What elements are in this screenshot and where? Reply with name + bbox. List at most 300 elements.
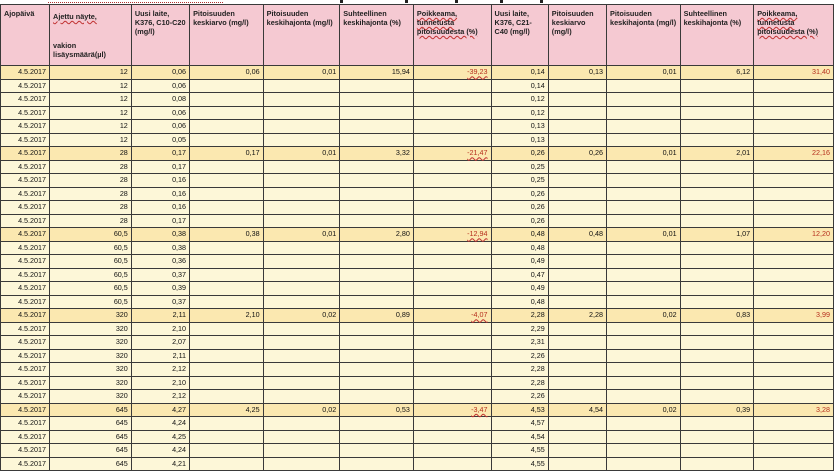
cell-sd-1[interactable]: 0,01	[263, 147, 340, 161]
cell-sample[interactable]: 645	[50, 430, 132, 444]
cell-deviation-1[interactable]	[413, 376, 491, 390]
cell-sample[interactable]: 28	[50, 147, 132, 161]
cell-date[interactable]: 4.5.2017	[1, 282, 50, 296]
cell-deviation-2[interactable]	[754, 93, 834, 107]
cell-date[interactable]: 4.5.2017	[1, 187, 50, 201]
cell-deviation-1[interactable]: -3,47	[413, 403, 491, 417]
cell-date[interactable]: 4.5.2017	[1, 295, 50, 309]
cell-rsd-1[interactable]	[340, 457, 414, 471]
cell-sd-2[interactable]	[607, 376, 681, 390]
cell-c21-c40[interactable]: 4,53	[491, 403, 548, 417]
cell-sd-1[interactable]: 0,02	[263, 403, 340, 417]
cell-date[interactable]: 4.5.2017	[1, 228, 50, 242]
cell-date[interactable]: 4.5.2017	[1, 255, 50, 269]
cell-date[interactable]: 4.5.2017	[1, 106, 50, 120]
cell-mean-1[interactable]	[190, 376, 264, 390]
cell-deviation-2[interactable]	[754, 363, 834, 377]
cell-mean-1[interactable]: 0,38	[190, 228, 264, 242]
cell-sd-1[interactable]	[263, 417, 340, 431]
cell-rsd-2[interactable]	[680, 363, 754, 377]
cell-date[interactable]: 4.5.2017	[1, 147, 50, 161]
cell-deviation-2[interactable]	[754, 417, 834, 431]
cell-sample[interactable]: 60,5	[50, 295, 132, 309]
cell-mean-2[interactable]	[548, 268, 606, 282]
cell-mean-1[interactable]	[190, 457, 264, 471]
cell-c10-c20[interactable]: 0,17	[131, 160, 189, 174]
cell-c21-c40[interactable]: 4,54	[491, 430, 548, 444]
cell-date[interactable]: 4.5.2017	[1, 376, 50, 390]
cell-sd-1[interactable]: 0,02	[263, 309, 340, 323]
cell-rsd-1[interactable]: 0,89	[340, 309, 414, 323]
cell-mean-1[interactable]: 0,17	[190, 147, 264, 161]
cell-mean-2[interactable]	[548, 241, 606, 255]
cell-sample[interactable]: 28	[50, 174, 132, 188]
cell-rsd-1[interactable]	[340, 363, 414, 377]
cell-c10-c20[interactable]: 4,25	[131, 430, 189, 444]
cell-c10-c20[interactable]: 2,10	[131, 376, 189, 390]
cell-c21-c40[interactable]: 2,29	[491, 322, 548, 336]
cell-rsd-1[interactable]	[340, 133, 414, 147]
cell-mean-2[interactable]	[548, 336, 606, 350]
cell-sample[interactable]: 645	[50, 457, 132, 471]
cell-deviation-2[interactable]	[754, 457, 834, 471]
cell-c10-c20[interactable]: 0,16	[131, 174, 189, 188]
cell-sample[interactable]: 320	[50, 322, 132, 336]
cell-rsd-1[interactable]	[340, 79, 414, 93]
cell-mean-2[interactable]	[548, 457, 606, 471]
cell-sd-1[interactable]	[263, 174, 340, 188]
cell-rsd-1[interactable]: 3,32	[340, 147, 414, 161]
cell-rsd-1[interactable]	[340, 214, 414, 228]
cell-date[interactable]: 4.5.2017	[1, 390, 50, 404]
cell-sample[interactable]: 28	[50, 160, 132, 174]
cell-date[interactable]: 4.5.2017	[1, 133, 50, 147]
cell-c10-c20[interactable]: 0,06	[131, 79, 189, 93]
cell-sample[interactable]: 12	[50, 120, 132, 134]
cell-c10-c20[interactable]: 0,16	[131, 187, 189, 201]
cell-mean-1[interactable]	[190, 349, 264, 363]
cell-deviation-1[interactable]	[413, 160, 491, 174]
cell-deviation-2[interactable]	[754, 174, 834, 188]
cell-c21-c40[interactable]: 0,12	[491, 93, 548, 107]
cell-date[interactable]: 4.5.2017	[1, 336, 50, 350]
cell-sd-2[interactable]	[607, 417, 681, 431]
cell-deviation-1[interactable]	[413, 322, 491, 336]
cell-rsd-2[interactable]	[680, 133, 754, 147]
cell-rsd-1[interactable]	[340, 282, 414, 296]
cell-c21-c40[interactable]: 0,26	[491, 147, 548, 161]
cell-mean-2[interactable]	[548, 295, 606, 309]
cell-rsd-2[interactable]	[680, 160, 754, 174]
cell-sample[interactable]: 60,5	[50, 228, 132, 242]
cell-c10-c20[interactable]: 2,12	[131, 390, 189, 404]
cell-mean-1[interactable]	[190, 120, 264, 134]
cell-mean-1[interactable]	[190, 268, 264, 282]
cell-deviation-1[interactable]: -12,94	[413, 228, 491, 242]
cell-c10-c20[interactable]: 0,06	[131, 106, 189, 120]
cell-c10-c20[interactable]: 0,08	[131, 93, 189, 107]
cell-deviation-2[interactable]: 31,40	[754, 66, 834, 80]
cell-c10-c20[interactable]: 0,37	[131, 268, 189, 282]
cell-sd-1[interactable]	[263, 201, 340, 215]
cell-mean-1[interactable]	[190, 417, 264, 431]
cell-deviation-2[interactable]	[754, 214, 834, 228]
cell-deviation-1[interactable]	[413, 106, 491, 120]
cell-sd-1[interactable]	[263, 322, 340, 336]
cell-date[interactable]: 4.5.2017	[1, 201, 50, 215]
cell-sd-1[interactable]	[263, 430, 340, 444]
cell-rsd-1[interactable]	[340, 187, 414, 201]
cell-deviation-2[interactable]	[754, 349, 834, 363]
cell-rsd-2[interactable]: 2,01	[680, 147, 754, 161]
cell-deviation-2[interactable]	[754, 241, 834, 255]
cell-deviation-1[interactable]	[413, 363, 491, 377]
cell-sd-2[interactable]	[607, 336, 681, 350]
cell-sd-1[interactable]	[263, 390, 340, 404]
cell-c21-c40[interactable]: 2,31	[491, 336, 548, 350]
cell-mean-2[interactable]	[548, 174, 606, 188]
cell-sd-1[interactable]	[263, 133, 340, 147]
cell-c10-c20[interactable]: 0,17	[131, 147, 189, 161]
cell-mean-2[interactable]	[548, 390, 606, 404]
cell-c10-c20[interactable]: 0,39	[131, 282, 189, 296]
cell-sd-1[interactable]	[263, 120, 340, 134]
cell-mean-2[interactable]: 0,26	[548, 147, 606, 161]
cell-deviation-1[interactable]: -4,07	[413, 309, 491, 323]
cell-deviation-1[interactable]	[413, 187, 491, 201]
cell-deviation-2[interactable]	[754, 295, 834, 309]
cell-sd-2[interactable]	[607, 363, 681, 377]
cell-date[interactable]: 4.5.2017	[1, 174, 50, 188]
cell-rsd-2[interactable]	[680, 187, 754, 201]
cell-date[interactable]: 4.5.2017	[1, 349, 50, 363]
cell-deviation-2[interactable]	[754, 376, 834, 390]
header-sd-2[interactable]: Pitoisuuden keskihajonta (mg/l)	[607, 5, 681, 66]
cell-sd-1[interactable]	[263, 79, 340, 93]
cell-c21-c40[interactable]: 2,28	[491, 376, 548, 390]
cell-c21-c40[interactable]: 4,55	[491, 444, 548, 458]
cell-mean-1[interactable]	[190, 390, 264, 404]
cell-mean-1[interactable]	[190, 214, 264, 228]
cell-sd-2[interactable]	[607, 120, 681, 134]
cell-mean-1[interactable]	[190, 295, 264, 309]
cell-deviation-1[interactable]	[413, 336, 491, 350]
cell-deviation-1[interactable]	[413, 268, 491, 282]
cell-c10-c20[interactable]: 4,21	[131, 457, 189, 471]
cell-c21-c40[interactable]: 0,25	[491, 160, 548, 174]
cell-date[interactable]: 4.5.2017	[1, 417, 50, 431]
header-rsd-1[interactable]: Suhteellinen keskihajonta (%)	[340, 5, 414, 66]
cell-sample[interactable]: 645	[50, 417, 132, 431]
header-date[interactable]: Ajopäivä	[1, 5, 50, 66]
cell-c21-c40[interactable]: 0,14	[491, 79, 548, 93]
cell-sample[interactable]: 28	[50, 201, 132, 215]
cell-rsd-1[interactable]	[340, 160, 414, 174]
cell-sd-2[interactable]	[607, 268, 681, 282]
cell-deviation-1[interactable]	[413, 417, 491, 431]
cell-deviation-2[interactable]	[754, 336, 834, 350]
cell-sample[interactable]: 320	[50, 390, 132, 404]
cell-c21-c40[interactable]: 4,55	[491, 457, 548, 471]
cell-deviation-2[interactable]	[754, 187, 834, 201]
cell-sd-2[interactable]	[607, 322, 681, 336]
cell-c21-c40[interactable]: 2,28	[491, 363, 548, 377]
cell-deviation-1[interactable]	[413, 120, 491, 134]
cell-mean-2[interactable]	[548, 93, 606, 107]
cell-sd-1[interactable]	[263, 295, 340, 309]
cell-mean-2[interactable]	[548, 417, 606, 431]
cell-sd-1[interactable]	[263, 106, 340, 120]
cell-mean-2[interactable]: 0,13	[548, 66, 606, 80]
cell-c21-c40[interactable]: 0,26	[491, 201, 548, 215]
cell-sd-1[interactable]	[263, 282, 340, 296]
cell-rsd-2[interactable]	[680, 282, 754, 296]
cell-rsd-2[interactable]: 0,83	[680, 309, 754, 323]
cell-sample[interactable]: 320	[50, 349, 132, 363]
cell-c10-c20[interactable]: 0,36	[131, 255, 189, 269]
header-deviation-2[interactable]: Poikkeama, tunnetusta pitoisuudesta (%)	[754, 5, 834, 66]
cell-rsd-1[interactable]	[340, 201, 414, 215]
cell-rsd-1[interactable]	[340, 336, 414, 350]
cell-sd-2[interactable]	[607, 430, 681, 444]
cell-mean-2[interactable]: 4,54	[548, 403, 606, 417]
cell-c10-c20[interactable]: 2,11	[131, 349, 189, 363]
cell-sd-2[interactable]	[607, 349, 681, 363]
cell-mean-1[interactable]: 4,25	[190, 403, 264, 417]
cell-rsd-2[interactable]	[680, 93, 754, 107]
cell-sd-1[interactable]	[263, 444, 340, 458]
cell-sample[interactable]: 60,5	[50, 282, 132, 296]
cell-deviation-2[interactable]	[754, 255, 834, 269]
cell-sample[interactable]: 12	[50, 79, 132, 93]
header-c21-c40[interactable]: Uusi laite, K376, C21-C40 (mg/l)	[491, 5, 548, 66]
cell-c21-c40[interactable]: 4,57	[491, 417, 548, 431]
cell-rsd-2[interactable]: 0,39	[680, 403, 754, 417]
cell-rsd-1[interactable]	[340, 444, 414, 458]
cell-sample[interactable]: 60,5	[50, 241, 132, 255]
cell-sample[interactable]: 320	[50, 376, 132, 390]
header-mean-2[interactable]: Pitoisuuden keskiarvo (mg/l)	[548, 5, 606, 66]
cell-c21-c40[interactable]: 0,26	[491, 187, 548, 201]
cell-deviation-2[interactable]	[754, 282, 834, 296]
cell-c10-c20[interactable]: 2,12	[131, 363, 189, 377]
cell-mean-2[interactable]	[548, 255, 606, 269]
cell-sd-1[interactable]	[263, 336, 340, 350]
cell-c10-c20[interactable]: 0,16	[131, 201, 189, 215]
cell-sd-2[interactable]	[607, 457, 681, 471]
cell-sd-2[interactable]	[607, 282, 681, 296]
cell-deviation-2[interactable]	[754, 79, 834, 93]
cell-mean-2[interactable]	[548, 187, 606, 201]
cell-deviation-1[interactable]	[413, 430, 491, 444]
cell-c10-c20[interactable]: 0,06	[131, 66, 189, 80]
cell-rsd-1[interactable]	[340, 349, 414, 363]
cell-mean-2[interactable]	[548, 201, 606, 215]
cell-rsd-1[interactable]	[340, 120, 414, 134]
cell-mean-1[interactable]	[190, 322, 264, 336]
cell-mean-1[interactable]: 0,06	[190, 66, 264, 80]
cell-sd-2[interactable]	[607, 201, 681, 215]
cell-deviation-1[interactable]	[413, 349, 491, 363]
cell-c21-c40[interactable]: 0,49	[491, 282, 548, 296]
cell-rsd-1[interactable]	[340, 295, 414, 309]
cell-c21-c40[interactable]: 2,26	[491, 349, 548, 363]
cell-sd-1[interactable]	[263, 457, 340, 471]
cell-mean-1[interactable]	[190, 444, 264, 458]
cell-sd-2[interactable]	[607, 390, 681, 404]
cell-rsd-1[interactable]	[340, 390, 414, 404]
cell-c10-c20[interactable]: 4,24	[131, 417, 189, 431]
cell-rsd-2[interactable]	[680, 444, 754, 458]
header-c10-c20[interactable]: Uusi laite, K376, C10-C20 (mg/l)	[131, 5, 189, 66]
cell-rsd-2[interactable]	[680, 201, 754, 215]
cell-sd-2[interactable]	[607, 174, 681, 188]
cell-date[interactable]: 4.5.2017	[1, 403, 50, 417]
cell-c21-c40[interactable]: 2,26	[491, 390, 548, 404]
cell-rsd-2[interactable]	[680, 268, 754, 282]
cell-c10-c20[interactable]: 0,05	[131, 133, 189, 147]
cell-deviation-1[interactable]	[413, 295, 491, 309]
cell-date[interactable]: 4.5.2017	[1, 241, 50, 255]
cell-rsd-1[interactable]: 0,53	[340, 403, 414, 417]
cell-rsd-2[interactable]	[680, 430, 754, 444]
cell-sd-2[interactable]	[607, 444, 681, 458]
cell-date[interactable]: 4.5.2017	[1, 268, 50, 282]
header-sample[interactable]: Ajettu näyte, vakion lisäysmäärä(µl)	[50, 5, 132, 66]
cell-sample[interactable]: 645	[50, 403, 132, 417]
cell-mean-2[interactable]	[548, 349, 606, 363]
cell-mean-2[interactable]	[548, 133, 606, 147]
cell-sd-2[interactable]: 0,01	[607, 147, 681, 161]
cell-c21-c40[interactable]: 0,26	[491, 214, 548, 228]
cell-sd-2[interactable]	[607, 106, 681, 120]
cell-rsd-1[interactable]: 2,80	[340, 228, 414, 242]
cell-rsd-2[interactable]	[680, 106, 754, 120]
cell-date[interactable]: 4.5.2017	[1, 160, 50, 174]
cell-rsd-2[interactable]	[680, 79, 754, 93]
cell-date[interactable]: 4.5.2017	[1, 66, 50, 80]
cell-deviation-1[interactable]	[413, 93, 491, 107]
cell-sd-2[interactable]	[607, 255, 681, 269]
cell-mean-1[interactable]	[190, 106, 264, 120]
cell-c21-c40[interactable]: 0,48	[491, 228, 548, 242]
cell-sample[interactable]: 12	[50, 133, 132, 147]
cell-mean-1[interactable]	[190, 133, 264, 147]
cell-deviation-1[interactable]	[413, 201, 491, 215]
cell-mean-2[interactable]	[548, 363, 606, 377]
cell-sd-2[interactable]	[607, 241, 681, 255]
cell-c10-c20[interactable]: 4,27	[131, 403, 189, 417]
cell-deviation-1[interactable]	[413, 79, 491, 93]
cell-deviation-1[interactable]	[413, 133, 491, 147]
cell-rsd-2[interactable]	[680, 376, 754, 390]
cell-deviation-2[interactable]: 12,20	[754, 228, 834, 242]
cell-deviation-1[interactable]	[413, 390, 491, 404]
cell-mean-1[interactable]	[190, 241, 264, 255]
cell-date[interactable]: 4.5.2017	[1, 120, 50, 134]
cell-deviation-2[interactable]	[754, 430, 834, 444]
cell-sample[interactable]: 320	[50, 363, 132, 377]
cell-rsd-1[interactable]	[340, 106, 414, 120]
cell-rsd-2[interactable]	[680, 255, 754, 269]
cell-sample[interactable]: 12	[50, 93, 132, 107]
cell-mean-1[interactable]	[190, 255, 264, 269]
cell-sd-2[interactable]	[607, 93, 681, 107]
cell-rsd-2[interactable]	[680, 349, 754, 363]
cell-deviation-2[interactable]	[754, 390, 834, 404]
cell-mean-1[interactable]	[190, 201, 264, 215]
cell-date[interactable]: 4.5.2017	[1, 309, 50, 323]
cell-mean-1[interactable]	[190, 336, 264, 350]
cell-mean-1[interactable]: 2,10	[190, 309, 264, 323]
cell-mean-2[interactable]	[548, 430, 606, 444]
cell-deviation-1[interactable]: -21,47	[413, 147, 491, 161]
cell-deviation-2[interactable]	[754, 160, 834, 174]
cell-mean-2[interactable]	[548, 376, 606, 390]
cell-sample[interactable]: 28	[50, 187, 132, 201]
cell-date[interactable]: 4.5.2017	[1, 79, 50, 93]
cell-sd-2[interactable]	[607, 79, 681, 93]
cell-mean-2[interactable]	[548, 106, 606, 120]
cell-sample[interactable]: 60,5	[50, 268, 132, 282]
cell-c21-c40[interactable]: 0,48	[491, 295, 548, 309]
cell-rsd-1[interactable]	[340, 255, 414, 269]
cell-mean-2[interactable]	[548, 444, 606, 458]
cell-rsd-1[interactable]	[340, 241, 414, 255]
cell-mean-1[interactable]	[190, 363, 264, 377]
cell-sd-2[interactable]: 0,01	[607, 66, 681, 80]
cell-sd-1[interactable]	[263, 187, 340, 201]
cell-c10-c20[interactable]: 2,07	[131, 336, 189, 350]
cell-deviation-2[interactable]: 3,28	[754, 403, 834, 417]
cell-sd-1[interactable]	[263, 214, 340, 228]
cell-rsd-2[interactable]	[680, 336, 754, 350]
cell-deviation-1[interactable]	[413, 457, 491, 471]
cell-sample[interactable]: 645	[50, 444, 132, 458]
cell-c21-c40[interactable]: 0,12	[491, 106, 548, 120]
cell-sd-1[interactable]	[263, 255, 340, 269]
cell-rsd-1[interactable]	[340, 93, 414, 107]
cell-date[interactable]: 4.5.2017	[1, 430, 50, 444]
cell-rsd-1[interactable]	[340, 417, 414, 431]
cell-c10-c20[interactable]: 4,24	[131, 444, 189, 458]
cell-deviation-2[interactable]	[754, 201, 834, 215]
cell-rsd-2[interactable]	[680, 322, 754, 336]
cell-c21-c40[interactable]: 0,13	[491, 133, 548, 147]
cell-sample[interactable]: 12	[50, 106, 132, 120]
cell-deviation-2[interactable]	[754, 322, 834, 336]
cell-sd-2[interactable]: 0,02	[607, 309, 681, 323]
cell-deviation-1[interactable]	[413, 255, 491, 269]
cell-mean-1[interactable]	[190, 79, 264, 93]
cell-sd-1[interactable]: 0,01	[263, 66, 340, 80]
cell-mean-2[interactable]: 2,28	[548, 309, 606, 323]
cell-c21-c40[interactable]: 0,48	[491, 241, 548, 255]
cell-c21-c40[interactable]: 0,14	[491, 66, 548, 80]
cell-sample[interactable]: 320	[50, 336, 132, 350]
cell-deviation-2[interactable]: 3,99	[754, 309, 834, 323]
cell-mean-1[interactable]	[190, 174, 264, 188]
cell-rsd-2[interactable]	[680, 214, 754, 228]
cell-date[interactable]: 4.5.2017	[1, 322, 50, 336]
cell-c10-c20[interactable]: 0,06	[131, 120, 189, 134]
cell-c10-c20[interactable]: 0,37	[131, 295, 189, 309]
cell-sd-2[interactable]	[607, 187, 681, 201]
cell-rsd-2[interactable]	[680, 120, 754, 134]
cell-deviation-1[interactable]	[413, 241, 491, 255]
cell-rsd-1[interactable]	[340, 268, 414, 282]
cell-sd-1[interactable]	[263, 241, 340, 255]
